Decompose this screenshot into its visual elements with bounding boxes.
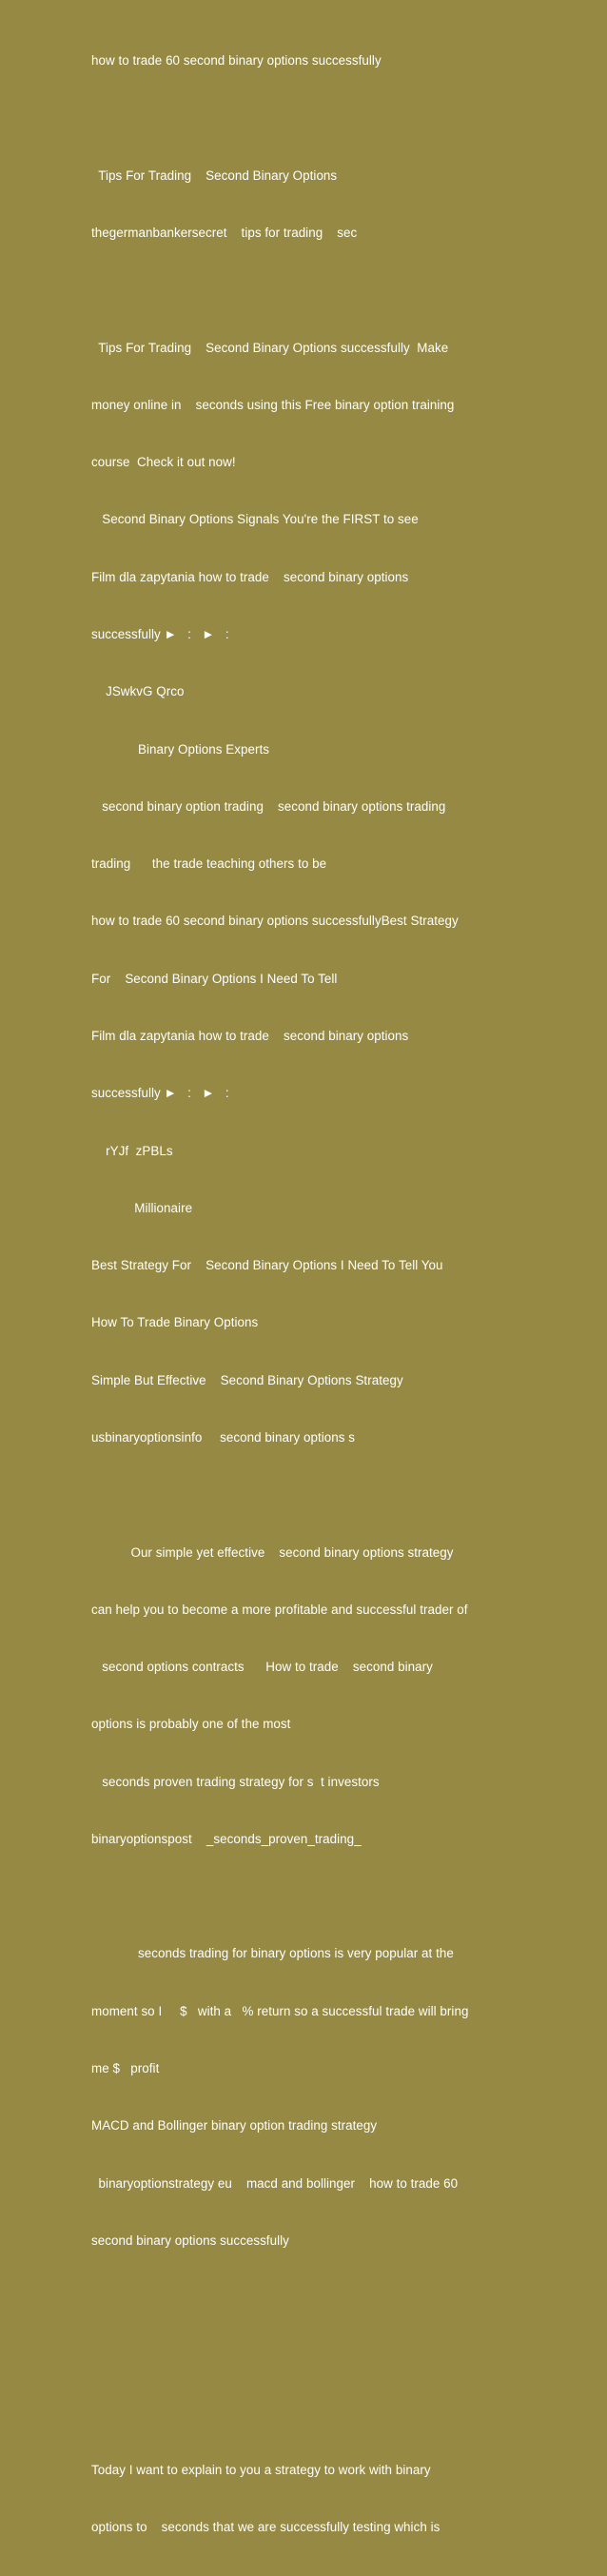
text-line: how to trade 60 second binary options successfullyBest Strategy: [91, 914, 459, 929]
text-line: Tips For Trading Second Binary Options: [91, 167, 338, 183]
text-line: Film dla zapytania how to trade second binary options: [91, 569, 409, 584]
text-line: [91, 108, 500, 128]
text-line: second binary options successfully: [91, 2232, 289, 2248]
text-line: [91, 2289, 500, 2308]
text-line: money online in seconds using this Free binary option training: [91, 397, 455, 412]
text-line: Today I want to explain to you a strategy to work with binary: [91, 2463, 431, 2477]
text-line: Best Strategy For Second Binary Options I Need To Tell You: [91, 1258, 443, 1273]
text-line: seconds trading for binary options is very popular at the: [91, 1946, 454, 1961]
text-line: binaryoptionstrategy eu macd and bollinger how to trade 60: [91, 2175, 459, 2191]
text-line: moment so I $ with a % return so a successful trade will bring: [91, 2003, 469, 2018]
text-line: Binary Options Experts: [91, 741, 270, 757]
document-text: [91, 13, 500, 2576]
text-line: can help you to become a more profitable and successful trader of: [91, 1602, 468, 1617]
text-line: successfully ► : ► :: [91, 1086, 229, 1101]
text-line: me $ profit: [91, 2061, 160, 2076]
text-line: options to seconds that we are successfully testing which is: [91, 2520, 441, 2535]
text-line: [91, 2346, 500, 2365]
text-line: [91, 1485, 500, 1504]
text-line: rYJf zPBLs: [91, 1143, 173, 1158]
text-line: Our simple yet effective second binary options strategy: [91, 1544, 454, 1560]
text-line: JSwkvG Qrco: [91, 684, 185, 699]
text-line: trading the trade teaching others to be: [91, 856, 327, 872]
text-line: second binary option trading second binary options trading: [91, 798, 446, 814]
text-line: seconds proven trading strategy for s t investors: [91, 1774, 380, 1789]
text-line: Film dla zapytania how to trade second binary options: [91, 1028, 409, 1043]
text-line: Simple But Effective Second Binary Options Strategy: [91, 1372, 403, 1387]
text-line: Millionaire: [91, 1200, 193, 1215]
text-line: How To Trade Binary Options: [91, 1315, 259, 1330]
text-line: [91, 1887, 500, 1906]
text-line: Tips For Trading Second Binary Options successfully Make: [91, 340, 449, 355]
text-line: options is probably one of the most: [91, 1717, 291, 1732]
text-line: For Second Binary Options I Need To Tell: [91, 971, 338, 986]
text-line: [91, 2404, 500, 2423]
text-line: Second Binary Options Signals You're the FIRST to see: [91, 512, 419, 527]
text-line: thegermanbankersecret tips for trading sec: [91, 226, 358, 241]
text-line: binaryoptionspost _seconds_proven_trading_: [91, 1831, 362, 1846]
text-line: course Check it out now!: [91, 455, 236, 470]
text-line: how to trade 60 second binary options successfully: [91, 53, 382, 69]
text-line: second options contracts How to trade second binary: [91, 1660, 433, 1675]
text-line: MACD and Bollinger binary option trading strategy: [91, 2118, 378, 2134]
text-line: successfully ► : ► :: [91, 627, 229, 641]
text-line: [91, 281, 500, 300]
text-line: usbinaryoptionsinfo second binary options s: [91, 1429, 356, 1445]
